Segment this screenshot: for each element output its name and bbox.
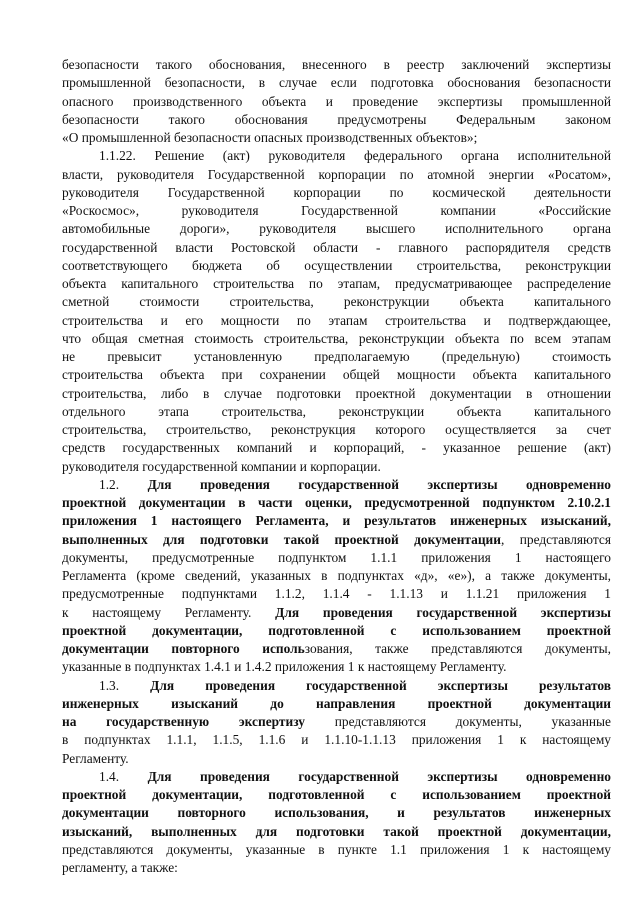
text-line	[62, 184, 611, 202]
text-span: строительства, строительство, реконструкция которого осуществляется за счет	[62, 422, 611, 437]
text-line	[62, 604, 611, 622]
text-span: к настоящему Регламенту.	[62, 604, 276, 620]
text-span: в подпунктах 1.1.1, 1.1.5, 1.1.6 и 1.1.10-1.1.13 приложения 1 к настоящему	[62, 732, 611, 748]
text-span: «Роскосмос», руководителя Государственной компании «Российские	[62, 203, 611, 218]
bold-text-span: Для проведения государственной экспертизы одновременно	[147, 768, 611, 784]
text-line	[62, 93, 611, 111]
text-span: государственной власти Ростовской области - главного распорядителя средств	[62, 239, 611, 255]
bold-text-span: документации повторного исполь	[62, 641, 305, 656]
text-span: регламенту, а также:	[62, 860, 178, 875]
text-line	[62, 385, 611, 403]
text-span: сметной стоимости строительства, реконструкции объекта капитального	[62, 294, 611, 310]
text-line	[62, 476, 611, 494]
text-span: не превысит установленную предполагаемую (предельную) стоимость	[62, 349, 611, 364]
text-line	[62, 622, 611, 640]
text-line	[62, 330, 611, 348]
text-span: представляются документы, указанные в пункте 1.1 приложения 1 к настоящему	[62, 841, 611, 857]
text-span: промышленной безопасности, в случае если подготовка обоснования безопасности	[62, 75, 611, 91]
text-line	[62, 531, 611, 549]
document-page	[62, 56, 611, 877]
text-line	[62, 293, 611, 311]
text-line	[62, 458, 611, 476]
text-line	[62, 56, 611, 74]
text-span: 1.4.	[99, 768, 148, 784]
text-span: «О промышленной безопасности опасных производственных объектов»;	[62, 130, 478, 145]
text-span: строительства и его мощности по этапам строительства и подтверждающее,	[62, 312, 611, 328]
bold-text-span: изысканий, выполненных для подготовки такой проектной документации,	[62, 823, 611, 839]
text-line	[62, 677, 611, 695]
text-line	[62, 695, 611, 713]
text-span: зования, также представляются документы,	[304, 641, 611, 656]
text-line	[62, 312, 611, 330]
text-span: опасного производственного объекта и проведение экспертизы промышленной	[62, 93, 611, 109]
text-line	[62, 823, 611, 841]
text-span: 1.3.	[99, 677, 151, 693]
text-span: представляются документы, указанные	[305, 714, 611, 729]
bold-text-span: на государственную экспертизу	[62, 714, 305, 729]
text-line	[62, 202, 611, 220]
bold-text-span: документации повторного использования, и результатов инженерных	[62, 805, 611, 821]
text-span: безопасности такого обоснования предусмотрены Федеральным законом	[62, 111, 611, 127]
text-span: что общая сметная стоимость строительства, реконструкции объекта по всем этапам	[62, 330, 611, 346]
text-line	[62, 147, 611, 165]
text-span: руководителя государственной компании и корпорации.	[62, 458, 381, 474]
text-line	[62, 804, 611, 822]
text-line	[62, 166, 611, 184]
text-line	[62, 111, 611, 129]
text-line	[62, 859, 611, 877]
text-line	[62, 129, 611, 147]
text-span: Регламента (кроме сведений, указанных в подпунктах «д», «е»), а также документы,	[62, 568, 611, 583]
text-span: строительства объекта при сохранении общей мощности объекта капитального	[62, 367, 611, 383]
text-line	[62, 567, 611, 585]
bold-text-span: инженерных изысканий до направления проектной документации	[62, 695, 611, 711]
text-line	[62, 439, 611, 457]
text-line	[62, 640, 611, 658]
text-span: власти, руководителя Государственной корпорации по атомной энергии «Росатом»,	[62, 166, 611, 182]
text-line	[62, 585, 611, 603]
text-line	[62, 768, 611, 786]
text-line	[62, 786, 611, 804]
text-span: отдельного этапа строительства, реконструкции объекта капитального	[62, 403, 611, 419]
bold-text-span: выполненных для подготовки такой проектной документации	[62, 531, 501, 547]
text-line	[62, 494, 611, 512]
text-line	[62, 658, 611, 676]
text-line	[62, 731, 611, 749]
bold-text-span: приложения 1 настоящего Регламента, и результатов инженерных изысканий,	[62, 513, 611, 529]
text-span: объекта капитального строительства по этапам, предусматривающее распределение	[62, 276, 611, 291]
text-span: автомобильные дороги», руководителя высшего исполнительного органа	[62, 221, 611, 237]
bold-text-span: проектной документации, подготовленной с использованием проектной	[62, 787, 611, 802]
text-line	[62, 366, 611, 384]
text-line	[62, 275, 611, 293]
text-line	[62, 220, 611, 238]
text-line	[62, 403, 611, 421]
text-span: соответствующего бюджета об осуществлении строительства, реконструкции	[62, 257, 611, 273]
text-line	[62, 239, 611, 257]
text-span: предусмотренные подпунктами 1.1.2, 1.1.4 - 1.1.13 и 1.1.21 приложения 1	[62, 586, 611, 602]
text-span: указанные в подпунктах 1.4.1 и 1.4.2 приложения 1 к настоящему Регламенту.	[62, 659, 507, 675]
text-line	[62, 750, 611, 768]
text-line	[62, 257, 611, 275]
text-span: руководителя Государственной корпорации по космической деятельности	[62, 184, 611, 200]
text-span: безопасности такого обоснования, внесенного в реестр заключений экспертизы	[62, 57, 611, 72]
text-span: , представляются	[501, 531, 611, 547]
text-span: строительства, либо в случае подготовки проектной документации в отношении	[62, 385, 611, 401]
text-line	[62, 421, 611, 439]
bold-text-span: проектной документации, подготовленной с использованием проектной	[62, 622, 611, 638]
bold-text-span: Для проведения государственной экспертизы	[275, 604, 611, 620]
text-line	[62, 713, 611, 731]
text-span: средств государственных компаний и корпораций, - указанное решение (акт)	[62, 440, 611, 456]
text-line	[62, 841, 611, 859]
bold-text-span: Для проведения государственной экспертизы результатов	[150, 677, 611, 693]
text-line	[62, 549, 611, 567]
text-line	[62, 512, 611, 530]
bold-text-span: проектной документации в части оценки, предусмотренной подпунктом 2.10.2.1	[62, 495, 611, 510]
text-line	[62, 348, 611, 366]
text-span: 1.1.22. Решение (акт) руководителя федерального органа исполнительной	[99, 148, 611, 164]
text-span: Регламенту.	[62, 750, 129, 766]
bold-text-span: Для проведения государственной экспертизы одновременно	[147, 476, 611, 492]
text-span: 1.2.	[99, 476, 148, 492]
text-line	[62, 74, 611, 92]
text-span: документы, предусмотренные подпунктом 1.1.1 приложения 1 настоящего	[62, 549, 611, 565]
